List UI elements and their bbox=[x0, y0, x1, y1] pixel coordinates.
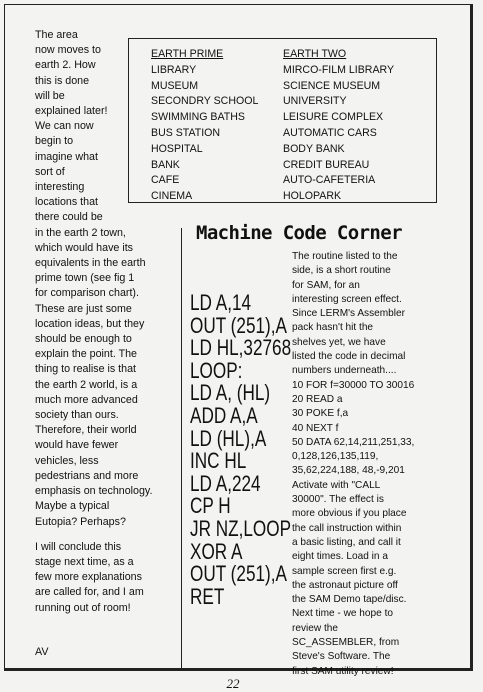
earth-two-list bbox=[283, 63, 394, 205]
table-cell: LEISURE COMPLEX bbox=[283, 111, 384, 124]
code-line: LD HL,32768 bbox=[190, 335, 292, 361]
text-line: location ideas, but they bbox=[35, 317, 145, 330]
text-line: for comparison chart). bbox=[35, 287, 139, 300]
table-cell: AUTO-CAFETERIA bbox=[283, 174, 376, 187]
text-line: Next time - we hope to bbox=[292, 608, 393, 620]
table-cell: BODY BANK bbox=[283, 142, 345, 155]
text-line: The area bbox=[35, 29, 78, 41]
code-line: LOOP: bbox=[190, 357, 243, 383]
text-line: vehicles, less bbox=[35, 454, 99, 467]
text-line: 0,128,126,135,119, bbox=[292, 451, 379, 463]
text-line: the astronaut picture off bbox=[292, 579, 398, 591]
text-line: listed the code in decimal bbox=[292, 351, 406, 363]
code-line: LD A,14 bbox=[190, 290, 252, 315]
text-line: 20 READ a bbox=[292, 393, 343, 405]
code-line: ADD A,A bbox=[190, 402, 258, 428]
text-line: 30000". The effect is bbox=[292, 494, 384, 506]
text-line: Activate with "CALL bbox=[292, 479, 381, 491]
table-cell: SWIMMING BATHS bbox=[151, 111, 245, 124]
table-cell: SECONDRY SCHOOL bbox=[151, 95, 259, 108]
text-line: the earth 2 world, is a bbox=[35, 378, 138, 391]
text-line: in the earth 2 town, bbox=[35, 226, 126, 239]
text-line: 40 NEXT f bbox=[292, 422, 339, 434]
text-line: I will conclude this bbox=[35, 540, 122, 553]
text-line: The routine listed to the bbox=[292, 251, 398, 262]
table-cell: BANK bbox=[151, 158, 180, 171]
code-line: LD (HL),A bbox=[190, 425, 267, 451]
earth-two-header: EARTH TWO bbox=[283, 48, 347, 60]
text-line: eight times. Load in a bbox=[292, 551, 388, 563]
earth-prime-header: EARTH PRIME bbox=[151, 48, 224, 60]
text-line: explain the point. The bbox=[35, 348, 138, 361]
text-line: explained later! bbox=[35, 105, 108, 118]
text-line: Eutopia? Perhaps? bbox=[35, 515, 126, 528]
text-line: will be bbox=[35, 89, 65, 102]
text-line: sort of bbox=[35, 165, 65, 178]
text-line: there could be bbox=[35, 211, 103, 224]
text-line: few more explanations bbox=[35, 571, 142, 584]
table-cell: UNIVERSITY bbox=[283, 95, 347, 108]
page-number: 22 bbox=[226, 676, 240, 691]
earth-prime-list bbox=[151, 63, 258, 205]
text-line: are called for, and I am bbox=[35, 586, 144, 599]
code-line: INC HL bbox=[190, 448, 247, 474]
text-line: should be enough to bbox=[35, 333, 132, 346]
text-line: Steve's Software. The bbox=[292, 651, 391, 663]
text-line: Therefore, their world bbox=[35, 424, 137, 437]
text-line: Since LERM's Assembler bbox=[292, 308, 405, 320]
text-line: pack hasn't hit the bbox=[292, 322, 374, 334]
routine-description bbox=[292, 250, 464, 679]
column-divider bbox=[181, 228, 182, 668]
code-listing bbox=[190, 290, 292, 609]
table-cell: SCIENCE MUSEUM bbox=[283, 79, 381, 92]
code-line: JR NZ,LOOP bbox=[190, 515, 292, 541]
table-cell: CREDIT BUREAU bbox=[283, 158, 370, 171]
code-line: XOR A bbox=[190, 538, 243, 564]
text-line: more obvious if you place bbox=[292, 508, 407, 520]
text-line: SC_ASSEMBLER, from bbox=[292, 637, 400, 649]
text-line: side, is a short routine bbox=[292, 265, 391, 277]
text-line: 35,62,224,188, 48,-9,201 bbox=[292, 465, 405, 477]
table-cell: MUSEUM bbox=[151, 79, 199, 92]
text-line: interesting screen effect. bbox=[292, 293, 402, 305]
table-cell: AUTOMATIC CARS bbox=[283, 126, 377, 139]
text-line: Maybe a typical bbox=[35, 500, 110, 513]
text-line: sample screen first e.g. bbox=[292, 565, 397, 577]
text-line: numbers underneath.... bbox=[292, 365, 397, 377]
text-line: 50 DATA 62,14,211,251,33, bbox=[292, 436, 415, 448]
text-line: begin to bbox=[35, 135, 74, 148]
left-paragraph-2 bbox=[35, 540, 175, 616]
text-line: the call instruction within bbox=[292, 522, 402, 534]
text-line: pedestrians and more bbox=[35, 469, 139, 482]
text-line: prime town (see fig 1 bbox=[35, 272, 135, 285]
text-line: 30 POKE f,a bbox=[292, 408, 349, 420]
text-line: running out of room! bbox=[35, 601, 131, 614]
author-signoff: AV bbox=[35, 646, 49, 658]
table-cell: LIBRARY bbox=[151, 63, 197, 76]
code-line: CP H bbox=[190, 493, 231, 519]
code-line: RET bbox=[190, 583, 225, 609]
text-line: shelves yet, we have bbox=[292, 336, 386, 348]
code-line: OUT (251),A bbox=[190, 312, 287, 338]
text-line: which would have its bbox=[35, 241, 134, 254]
text-line: These are just some bbox=[35, 302, 132, 315]
text-line: earth 2. How bbox=[35, 59, 96, 72]
text-line: would have fewer bbox=[35, 439, 119, 452]
earth-prime-column bbox=[151, 47, 258, 205]
text-line: now moves to bbox=[35, 44, 101, 57]
text-line: We can now bbox=[35, 120, 94, 133]
earth-two-column bbox=[283, 47, 394, 205]
table-cell: CAFE bbox=[151, 174, 180, 187]
table-cell: MIRCO-FILM LIBRARY bbox=[283, 63, 395, 76]
table-cell: CINEMA bbox=[151, 190, 193, 203]
text-line: 10 FOR f=30000 TO 30016 bbox=[292, 379, 415, 391]
text-line: emphasis on technology. bbox=[35, 485, 153, 498]
text-line: the SAM Demo tape/disc. bbox=[292, 594, 407, 606]
text-line: thing to realise is that bbox=[35, 363, 136, 376]
text-line: a basic listing, and call it bbox=[292, 536, 401, 548]
text-line: review the bbox=[292, 622, 339, 634]
text-line: first SAM utility review! bbox=[292, 665, 394, 677]
table-cell: HOLOPARK bbox=[283, 190, 342, 203]
text-line: much more advanced bbox=[35, 393, 138, 406]
table-cell: HOSPITAL bbox=[151, 142, 203, 155]
table-cell: BUS STATION bbox=[151, 126, 221, 139]
text-line: imagine what bbox=[35, 150, 98, 163]
text-line: society than ours. bbox=[35, 409, 119, 422]
text-line: this is done bbox=[35, 74, 90, 87]
text-line: for SAM, for an bbox=[292, 279, 360, 291]
code-line: OUT (251),A bbox=[190, 561, 287, 587]
code-line: LD A,224 bbox=[190, 470, 261, 496]
text-line: equivalents in the earth bbox=[35, 257, 146, 270]
text-line: locations that bbox=[35, 196, 98, 209]
section-title: Machine Code Corner bbox=[196, 222, 402, 244]
text-line: stage next time, as a bbox=[35, 555, 134, 568]
code-line: LD A, (HL) bbox=[190, 380, 271, 406]
text-line: interesting bbox=[35, 181, 85, 194]
comparison-table bbox=[128, 38, 437, 203]
